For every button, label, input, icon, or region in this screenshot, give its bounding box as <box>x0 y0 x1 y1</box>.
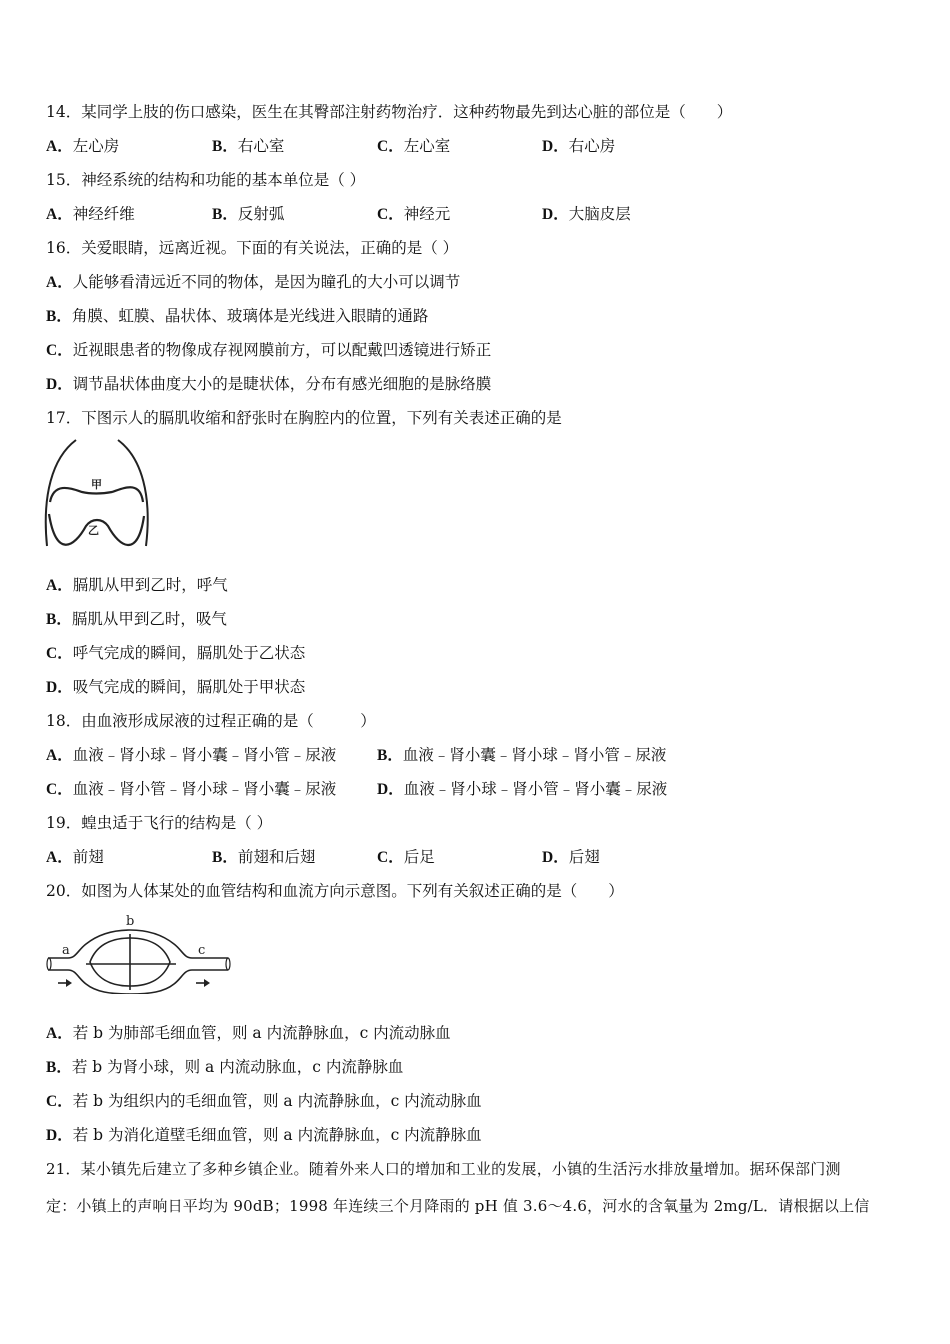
option-label: B． <box>46 308 72 325</box>
vessel-c-opening <box>226 958 230 970</box>
q17-option-a[interactable] <box>46 574 228 597</box>
question-19-options <box>46 846 926 868</box>
option-label: D． <box>46 1127 73 1144</box>
option-text: 右心室 <box>237 137 285 155</box>
option-label: B． <box>377 747 403 764</box>
option-label: A． <box>46 747 73 764</box>
vessel-label-c: c <box>198 943 206 958</box>
q19-option-b[interactable] <box>212 846 315 869</box>
option-text: 若 b 为肺部毛细血管，则 a 内流静脉血，c 内流动脉血 <box>72 1024 451 1042</box>
option-text: 呼气完成的瞬间，膈肌处于乙状态 <box>72 644 306 662</box>
question-19-stem: 19．蝗虫适于飞行的结构是（ ） <box>46 814 273 832</box>
q20-option-d[interactable] <box>46 1124 482 1147</box>
q16-option-b[interactable] <box>46 305 428 328</box>
question-21-line-2: 定：小镇上的声响日平均为 90dB；1998 年连续三个月降雨的 pH 值 3.6～4.6，河水的含氧量为 2mg/L．请根据以上信 <box>46 1197 870 1215</box>
option-label: C． <box>377 138 404 155</box>
option-text: 血液﹣肾小管﹣肾小球﹣肾小囊﹣尿液 <box>72 780 337 798</box>
option-text: 近视眼患者的物像成存视网膜前方，可以配戴凹透镜进行矫正 <box>72 341 492 359</box>
q20-option-c[interactable] <box>46 1090 482 1113</box>
flow-arrow-left-head-icon <box>66 979 72 987</box>
option-label: D． <box>542 206 569 223</box>
question-15-options <box>46 203 926 225</box>
option-text: 血液﹣肾小球﹣肾小管﹣肾小囊﹣尿液 <box>403 780 668 798</box>
q18-option-a[interactable] <box>46 744 336 767</box>
q19-option-d[interactable] <box>542 846 600 869</box>
q14-option-c[interactable] <box>377 135 450 158</box>
q18-option-c[interactable] <box>46 778 336 801</box>
flow-arrow-right-head-icon <box>204 979 210 987</box>
option-text: 若 b 为组织内的毛细血管，则 a 内流静脉血，c 内流动脉血 <box>72 1092 482 1110</box>
question-18-stem: 18．由血液形成尿液的过程正确的是（ ） <box>46 712 376 730</box>
option-text: 左心房 <box>72 137 120 155</box>
option-text: 吸气完成的瞬间，膈肌处于甲状态 <box>72 678 306 696</box>
q15-option-b[interactable] <box>212 203 284 226</box>
question-18-options-row2 <box>46 778 926 800</box>
option-label: A． <box>46 849 73 866</box>
option-label: A． <box>46 206 73 223</box>
option-text: 大脑皮层 <box>568 205 631 223</box>
q17-option-c[interactable] <box>46 642 305 665</box>
thorax-right-wall <box>118 440 148 546</box>
q17-option-b[interactable] <box>46 608 227 631</box>
option-label: C． <box>46 342 73 359</box>
q16-option-c[interactable] <box>46 339 491 362</box>
question-17-stem: 17．下图示人的膈肌收缩和舒张时在胸腔内的位置，下列有关表述正确的是 <box>46 409 562 427</box>
option-text: 后翅 <box>568 848 600 866</box>
q15-option-d[interactable] <box>542 203 631 226</box>
option-label: C． <box>46 781 73 798</box>
q14-option-a[interactable] <box>46 135 119 158</box>
vessel-outer-bottom <box>48 970 228 994</box>
option-label: A． <box>46 138 73 155</box>
question-16-stem: 16．关爱眼睛，远离近视。下面的有关说法，正确的是（ ） <box>46 239 459 257</box>
option-label: D． <box>542 138 569 155</box>
vessel-label-a: a <box>62 943 70 958</box>
option-text: 调节晶状体曲度大小的是睫状体，分布有感光细胞的是脉络膜 <box>72 375 492 393</box>
option-label: D． <box>46 376 73 393</box>
option-text: 反射弧 <box>237 205 285 223</box>
q20-option-a[interactable] <box>46 1022 451 1045</box>
option-label: A． <box>46 274 73 291</box>
option-text: 左心室 <box>403 137 451 155</box>
option-label: D． <box>377 781 404 798</box>
option-text: 神经纤维 <box>72 205 135 223</box>
q15-option-a[interactable] <box>46 203 135 226</box>
q18-option-b[interactable] <box>377 744 666 767</box>
question-14-stem: 14．某同学上肢的伤口感染，医生在其臀部注射药物治疗．这种药物最先到达心脏的部位是（ ） <box>46 103 733 121</box>
q19-option-c[interactable] <box>377 846 435 869</box>
vessel-label-b: b <box>126 914 135 929</box>
q19-option-a[interactable] <box>46 846 104 869</box>
option-label: B． <box>46 611 72 628</box>
option-text: 血液﹣肾小球﹣肾小囊﹣肾小管﹣尿液 <box>72 746 337 764</box>
option-text: 角膜、虹膜、晶状体、玻璃体是光线进入眼睛的通路 <box>71 307 429 325</box>
q15-option-c[interactable] <box>377 203 450 226</box>
option-label: B． <box>212 138 238 155</box>
option-text: 若 b 为肾小球，则 a 内流动脉血，c 内流静脉血 <box>71 1058 404 1076</box>
option-label: B． <box>212 849 238 866</box>
option-label: D． <box>542 849 569 866</box>
option-label: B． <box>46 1059 72 1076</box>
option-text: 膈肌从甲到乙时，吸气 <box>71 610 227 628</box>
diaphragm-diagram <box>42 436 154 556</box>
q16-option-d[interactable] <box>46 373 491 396</box>
option-text: 人能够看清远近不同的物体，是因为瞳孔的大小可以调节 <box>72 273 461 291</box>
option-label: A． <box>46 1025 73 1042</box>
option-text: 若 b 为消化道壁毛细血管，则 a 内流静脉血，c 内流静脉血 <box>72 1126 482 1144</box>
thorax-left-wall <box>46 440 76 546</box>
question-21-line-1: 21．某小镇先后建立了多种乡镇企业。随着外来人口的增加和工业的发展，小镇的生活污水排放量增加。据环保部门测 <box>46 1160 841 1178</box>
option-text: 血液﹣肾小囊﹣肾小球﹣肾小管﹣尿液 <box>402 746 667 764</box>
option-label: C． <box>377 206 404 223</box>
q14-option-b[interactable] <box>212 135 284 158</box>
q20-option-b[interactable] <box>46 1056 403 1079</box>
option-text: 膈肌从甲到乙时，呼气 <box>72 576 228 594</box>
q16-option-a[interactable] <box>46 271 460 294</box>
option-label: B． <box>212 206 238 223</box>
diagram-label-yi: 乙 <box>88 524 99 537</box>
option-text: 前翅和后翅 <box>237 848 316 866</box>
blood-vessel-diagram <box>46 912 232 994</box>
option-label: D． <box>46 679 73 696</box>
option-label: C． <box>377 849 404 866</box>
diagram-label-jia: 甲 <box>91 478 102 491</box>
question-20-stem: 20．如图为人体某处的血管结构和血流方向示意图。下列有关叙述正确的是（ ） <box>46 882 624 900</box>
q18-option-d[interactable] <box>377 778 667 801</box>
option-text: 前翅 <box>72 848 104 866</box>
option-text: 右心房 <box>568 137 616 155</box>
option-text: 神经元 <box>403 205 451 223</box>
option-label: C． <box>46 645 73 662</box>
option-text: 后足 <box>403 848 435 866</box>
question-14-options <box>46 135 926 157</box>
option-label: C． <box>46 1093 73 1110</box>
question-15-stem: 15．神经系统的结构和功能的基本单位是（ ） <box>46 171 366 189</box>
q14-option-d[interactable] <box>542 135 615 158</box>
question-18-options-row1 <box>46 744 926 766</box>
q17-option-d[interactable] <box>46 676 305 699</box>
vessel-a-opening <box>47 958 51 970</box>
option-label: A． <box>46 577 73 594</box>
